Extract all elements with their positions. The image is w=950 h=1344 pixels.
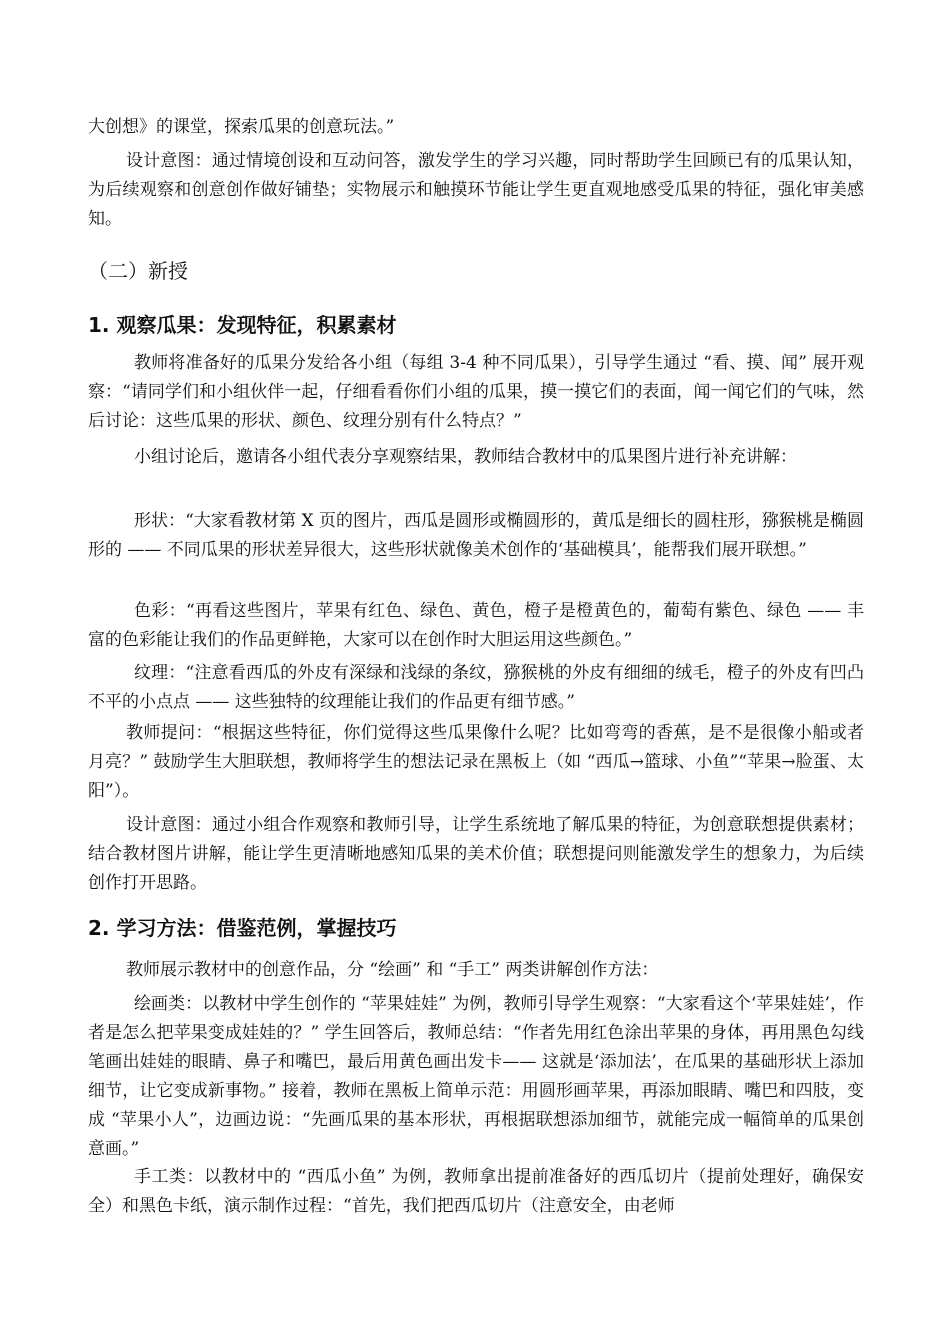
paragraph: 绘画类：以教材中学生创作的 “苹果娃娃” 为例，教师引导学生观察：“大家看这个‘苹果娃娃’，作者是怎么把苹果变成娃娃的？” 学生回答后，教师总结：“作者先用红色涂出苹果的身体，再用黑色勾线笔画出娃娃的眼睛、鼻子和嘴巴，最后用黄色画出发卡—— 这就是‘添加法’，在瓜果的基础形状上添加细节，让它变成新事物。” 接着，教师在黑板上简单示范：用圆形画苹果，再添加眼睛、嘴巴和四肢，变成 “苹果小人”，边画边说：“先画瓜果的基本形状，再根据联想添加细节，就能完成一幅简单的瓜果创意画。” bbox=[88, 994, 864, 1159]
paragraph: 小组讨论后，邀请各小组代表分享观察结果，教师结合教材中的瓜果图片进行补充讲解： bbox=[134, 447, 797, 467]
paragraph: 教师将准备好的瓜果分发给各小组（每组 3-4 种不同瓜果），引导学生通过 “看、摸、闻” 展开观察：“请同学们和小组伙伴一起，仔细看看你们小组的瓜果，摸一摸它们的表面，闻一闻它们的气味，然后讨论：这些瓜果的形状、颜色、纹理分别有什么特点？” bbox=[88, 353, 864, 431]
paragraph: 色彩：“再看这些图片，苹果有红色、绿色、黄色，橙子是橙黄色的，葡萄有紫色、绿色 —— 丰富的色彩能让我们的作品更鲜艳，大家可以在创作时大胆运用这些颜色。” bbox=[88, 601, 864, 650]
paragraph: 大创想》的课堂，探索瓜果的创意玩法。” bbox=[88, 117, 395, 137]
paragraph: 手工类：以教材中的 “西瓜小鱼” 为例，教师拿出提前准备好的西瓜切片（提前处理好，确保安全）和黑色卡纸，演示制作过程：“首先，我们把西瓜切片（注意安全，由老师 bbox=[88, 1167, 864, 1216]
paragraph: 形状：“大家看教材第 X 页的图片，西瓜是圆形或椭圆形的，黄瓜是细长的圆柱形，猕猴桃是椭圆形的 —— 不同瓜果的形状差异很大，这些形状就像美术创作的‘基础模具’，能帮我们展开联想。” bbox=[88, 511, 864, 560]
paragraph: 设计意图：通过情境创设和互动问答，激发学生的学习兴趣，同时帮助学生回顾已有的瓜果认知，为后续观察和创意创作做好铺垫；实物展示和触摸环节能让学生更直观地感受瓜果的特征，强化审美感知。 bbox=[88, 151, 864, 229]
subsection-heading: 2. 学习方法：借鉴范例，掌握技巧 bbox=[88, 916, 397, 940]
paragraph: 教师展示教材中的创意作品，分 “绘画” 和 “手工” 两类讲解创作方法： bbox=[126, 960, 659, 980]
paragraph: 设计意图：通过小组合作观察和教师引导，让学生系统地了解瓜果的特征，为创意联想提供素材；结合教材图片讲解，能让学生更清晰地感知瓜果的美术价值；联想提问则能激发学生的想象力，为后续创作打开思路。 bbox=[88, 815, 864, 893]
subsection-heading: 1. 观察瓜果：发现特征，积累素材 bbox=[88, 313, 397, 337]
section-heading: （二）新授 bbox=[88, 259, 188, 283]
paragraph: 教师提问：“根据这些特征，你们觉得这些瓜果像什么呢？比如弯弯的香蕉，是不是很像小船或者月亮？” 鼓励学生大胆联想，教师将学生的想法记录在黑板上（如 “西瓜→篮球、小鱼”“苹果→脸蛋、太阳”）。 bbox=[88, 723, 864, 801]
paragraph: 纹理：“注意看西瓜的外皮有深绿和浅绿的条纹，猕猴桃的外皮有细细的绒毛，橙子的外皮有凹凸不平的小点点 —— 这些独特的纹理能让我们的作品更有细节感。” bbox=[88, 663, 864, 712]
